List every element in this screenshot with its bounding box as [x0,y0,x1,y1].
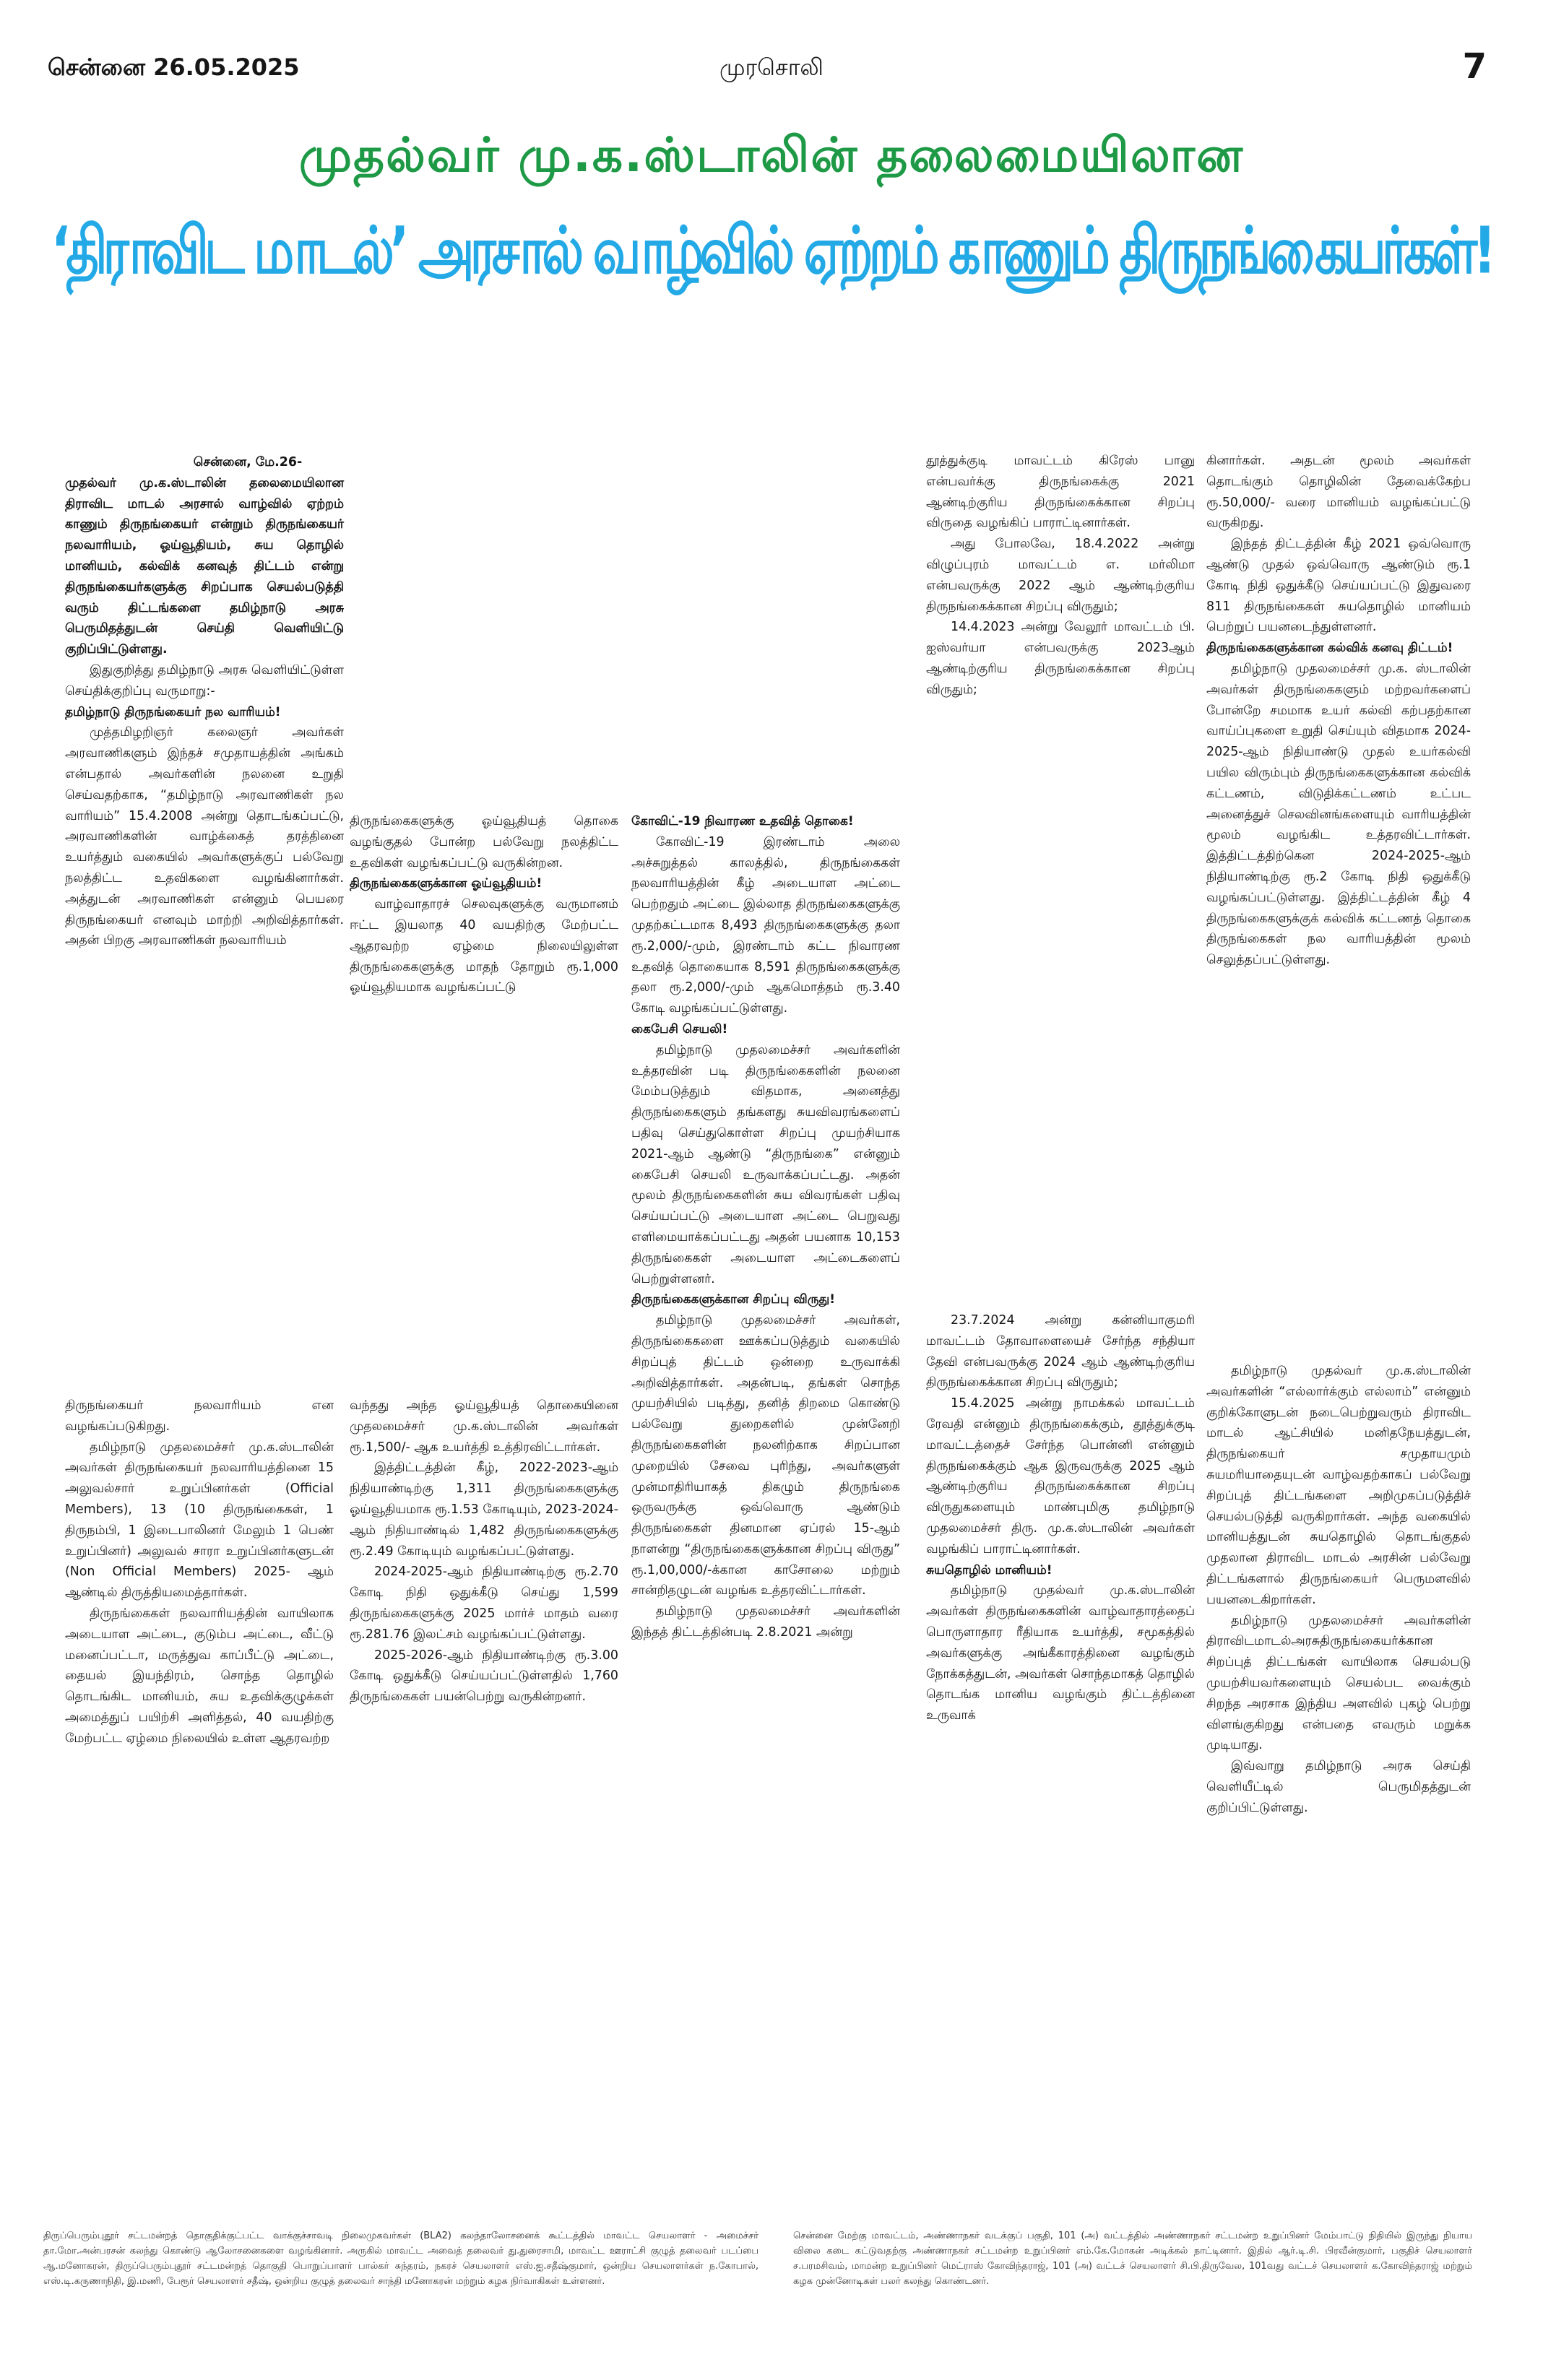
newspaper-name: முரசொலி [719,53,824,81]
article-column-2 [350,811,618,998]
article-lower-column-4 [926,1310,1195,1726]
main-headline: ‘திராவிட மாடல்’ அரசால் வாழ்வில் ஏற்றம் காணும் திருநங்கையர்கள்! [51,212,1492,289]
paragraph: இந்தத் திட்டத்தின் கீழ் 2021 ஒவ்வொரு ஆண்டு முதல் ஒவ்வொரு ஆண்டும் ரூ.1 கோடி நிதி ஒதுக்கீடு செய்யப்பட்டு இதுவரை 811 திருநங்கைகள் சுயதொழில் மானியம் பெற்றுப் பயனடைந்துள்ளனர். [1206,537,1471,635]
lead-paragraph: முதல்வர் மு.க.ஸ்டாலின் தலைமையிலான திராவிட மாடல் அரசால் வாழ்வில் ஏற்றம் காணும் திருநங்கையர் என்றும் திருநங்கையர் நலவாரியம், ஓய்வூதியம், சுய தொழில் மானியம், கல்விக் கனவுத் திட்டம் என்று திருநங்கையர்களுக்கு சிறப்பாக செயல்படுத்தி வரும் திட்டங்களை தமிழ்நாடு அரசு பெருமிதத்துடன் செய்தி வெளியிட்டு குறிப்பிட்டுள்ளது. [65,475,344,657]
subheading-covid-relief: கோவிட்-19 நிவாரண உதவித் தொகை! [631,814,854,828]
footer-note-left: திருப்பெரும்புதூர் சட்டமன்றத் தொகுதிக்குட்பட்ட வாக்குச்சாவடி நிலைமுகவர்கள் (BLA2) கலந்தாலோசனைக் கூட்டத்தில் மாவட்ட செயலாளர் - அமைச்சர் தா.மோ.அன்பரசன் கலந்து கொண்டு ஆலோசனைகளை வழங்கினார். அருகில் மாவட்ட அவைத் தலைவர் து.துரைசாமி, மாவட்ட ஊராட்சி குழுத் தலைவர் படப்பை ஆ.மனோகரன், திருப்பெரும்புதூர் சட்டமன்றத் தொகுதி பொறுப்பாளர் பால்கர் சுந்தரம், நகரச் செயலாளர் எஸ்.ஐ.சதீஷ்குமார், ஒன்றிய செயலாளர்கள் ந.கோபால், எஸ்.டி.கருணாநிதி, இ.மணி, பேரூர் செயலாளர் சதீஷ், ஒன்றிய குழுத் தலைவர் சாந்தி மனோகரன் மற்றும் கழக நிர்வாகிகள் உள்ளனர். [43,2230,758,2287]
article-column-4 [926,451,1195,701]
subheading-mobile-app: கைபேசி செயலி! [631,1021,728,1037]
paragraph: 14.4.2023 அன்று வேலூர் மாவட்டம் பி. ஐஸ்வர்யா என்பவருக்கு 2023ஆம் ஆண்டிற்குரிய திருநங்கைக்கான சிறப்பு விருதும்; [926,620,1195,697]
paragraph: தமிழ்நாடு முதலமைச்சர் அவர்கள், திருநங்கைகளை ஊக்கப்படுத்தும் வகையில் சிறப்புத் திட்டம் ஒன்றை உருவாக்கி அறிவித்தார்கள். அதன்படி, தங்கள் சொந்த முயற்சியில் படித்து, தனித் திறமை கொண்டு பல்வேறு துறைகளில் முன்னேறி திருநங்கைகளின் நலனிற்காக சிறப்பான முறையில் சேவை புரிந்து, அவர்களுள் முன்மாதிரியாகத் திகழும் திருநங்கை ஒருவருக்கு ஒவ்வொரு ஆண்டும் திருநங்கைகள் தினமான ஏப்ரல் 15-ஆம் நாளன்று “திருநங்கைகளுக்கான சிறப்பு விருது” ரூ.1,00,000/-க்கான காசோலை மற்றும் சான்றிதழுடன் வழங்க உத்தரவிட்டார்கள். [631,1313,900,1598]
article-column-1 [65,452,344,951]
dateline: சென்னை, மே.26- [193,455,303,469]
paragraph: 15.4.2025 அன்று நாமக்கல் மாவட்டம் ரேவதி என்னும் திருநங்கைக்கும், தூத்துக்குடி மாவட்டத்தைச் சேர்ந்த பொன்னி என்னும் திருநங்கைக்கும் ஆக இருவருக்கு 2025 ஆம் ஆண்டிற்குரிய திருநங்கைக்கான சிறப்பு விருதுகளையும் மாண்புமிகு தமிழ்நாடு முதலமைச்சர் திரு. மு.க.ஸ்டாலின் அவர்கள் வழங்கிப் பாராட்டினார்கள். [926,1396,1195,1557]
paragraph: தமிழ்நாடு முதலமைச்சர் அவர்களின் இந்தத் திட்டத்தின்படி 2.8.2021 அன்று [631,1604,900,1640]
paragraph: முத்தமிழறிஞர் கலைஞர் அவர்கள் அரவாணிகளும் இந்தச் சமுதாயத்தின் அங்கம் என்பதால் அவர்களின் நலனை உறுதி செய்வதற்காக, “தமிழ்நாடு அரவாணிகள் நல வாரியம்” 15.4.2008 அன்று தொடங்கப்பட்டு, அரவாணிகளின் வாழ்க்கைத் தரத்தினை உயர்த்தும் வகையில் அவர்களுக்குப் பல்வேறு நலத்திட்ட உதவிகளை வழங்கினார்கள். அத்துடன் அரவாணிகள் என்னும் பெயரை திருநங்கையர் எனவும் மாற்றி அறிவித்தார்கள். அதன் பிறகு அரவாணிகள் நலவாரியம் [65,725,344,948]
paragraph: இத்திட்டத்தின் கீழ், 2022-2023-ஆம் நிதியாண்டிற்கு 1,311 திருநங்கைகளுக்கு ஓய்வூதியமாக ரூ.1.53 கோடியும், 2023-2024-ஆம் நிதியாண்டில் 1,482 திருநங்கைகளுக்கு ரூ.2.49 கோடியும் வழங்கப்பட்டுள்ளது. [350,1461,618,1559]
paragraph: திருநங்கைகள் நலவாரியத்தின் வாயிலாக அடையாள அட்டை, குடும்ப அட்டை, வீட்டு மனைப்பட்டா, மருத்துவ காப்பீட்டு அட்டை, தையல் இயந்திரம், சொந்த தொழில் தொடங்கிட மானியம், சுய உதவிக்குழுக்கள் அமைத்துப் பயிற்சி அளித்தல், 40 வயதிற்கு மேற்பட்ட ஏழ்மை நிலையில் உள்ள ஆதரவற்ற [65,1606,334,1746]
paragraph: கோவிட்-19 இரண்டாம் அலை அச்சுறுத்தல் காலத்தில், திருநங்கைகள் நலவாரியத்தின் கீழ் அடையாள அட்டை பெற்றதும் அட்டை இல்லாத திருநங்கைகளுக்கு முதற்கட்டமாக 8,493 திருநங்கைகளுக்கு தலா ரூ.2,000/-மும், இரண்டாம் கட்ட நிவாரண உதவித் தொகையாக 8,591 திருநங்கைகளுக்கு தலா ரூ.2,000/-மும் ஆகமொத்தம் ரூ.3.40 கோடி வழங்கப்பட்டுள்ளது. [631,834,900,1016]
footer-note-right: சென்னை மேற்கு மாவட்டம், அண்ணாநகர் வடக்குப் பகுதி, 101 (அ) வட்டத்தில் அண்ணாநகர் சட்டமன்ற உறுப்பினர் மேம்பாட்டு நிதியில் இருந்து நியாய விலை கடை கட்டுவதற்கு அண்ணாநகர் சட்டமன்ற உறுப்பினர் எம்.கே.மோகன் அடிக்கல் நாட்டினார். இதில் ஆர்.டி.சி. பிரவீன்குமார், பகுதிச் செயலாளர் ச.பரமசிவம், மாமன்ற உறுப்பினர் மெட்ராஸ் கோவிந்தராஜ், 101 (அ) வட்டச் செயலாளர் சி.பி.திருவேல, 101வது வட்டச் செயலாளர் க.கோவிந்தராஜ் மற்றும் கழக முன்னோடிகள் பலர் கலந்து கொண்டனர். [793,2230,1472,2287]
paragraph: தமிழ்நாடு முதலமைச்சர் அவர்களின் உத்தரவின் படி திருநங்கைகளின் நலனை மேம்படுத்தும் விதமாக, அனைத்து திருநங்கைகளும் தங்களது சுயவிவரங்களைப் பதிவு செய்துகொள்ள சிறப்பு முயற்சியாக 2021-ஆம் ஆண்டு “திருநங்கை” என்னும் கைபேசி செயலி உருவாக்கப்பட்டது. அதன் மூலம் திருநங்கைகளின் சுய விவரங்கள் பதிவு செய்யப்பட்டு அடையாள அட்டை பெறுவது எளிமையாக்கப்பட்டது அதன் பயனாக 10,153 திருநங்கைகள் அடையாள அட்டைகளைப் பெற்றுள்ளனர். [631,1042,900,1286]
paragraph: 2024-2025-ஆம் நிதியாண்டிற்கு ரூ.2.70 கோடி நிதி ஒதுக்கீடு செய்து 1,599 திருநங்கைகளுக்கு 2025 மார்ச் மாதம் வரை ரூ.281.76 இலட்சம் வழங்கப்பட்டுள்ளது. [350,1565,618,1642]
page-number: 7 [1462,46,1487,87]
article-column-5 [1206,451,1471,971]
paragraph: கினார்கள். அதடன் மூலம் அவர்கள் தொடங்கும் தொழிலின் தேவைக்கேற்ப ரூ.50,000/- வரை மானியம் வழங்கப்பட்டு வருகிறது. [1206,454,1471,531]
paragraph: இவ்வாறு தமிழ்நாடு அரசு செய்தி வெளியீட்டில் பெருமிதத்துடன் குறிப்பிட்டுள்ளது. [1206,1759,1471,1815]
paragraph: தமிழ்நாடு முதலமைச்சர் அவர்களின் திராவிடமாடல்அரசுதிருநங்கையர்க்கான சிறப்புத் திட்டங்கள் வாயிலாக செயல்படு முயற்சியவர்களையும் செயல்பட வைக்கும் சிறந்த அரசாக இந்திய அளவில் புகழ் பெற்று விளங்குகிறது என்பதை எவரும் மறுக்க முடியாது. [1206,1613,1471,1753]
article-lower-column-5 [1206,1361,1471,1819]
article-lower-column-1 [65,1395,334,1749]
paragraph: தமிழ்நாடு முதலமைச்சர் மு.க.ஸ்டாலின் அவர்கள் திருநங்கையர் நலவாரியத்தினை 15 அலுவல்சார் உறுப்பினர்கள் (Official Members), 13 (10 திருநங்கைகள், 1 திருநம்பி, 1 இடைபாலினர் மேலும் 1 பெண் உறுப்பினர்) அலுவல் சாரா உறுப்பினர்களுடன் (Non Official Members) 2025- ஆம் ஆண்டில் திருத்தியமைத்தார்கள். [65,1440,334,1601]
subheading-welfare-board: தமிழ்நாடு திருநங்கையர் நல வாரியம்! [65,704,281,719]
paragraph: வாழ்வாதாரச் செலவுகளுக்கு வருமானம் ஈட்ட இயலாத 40 வயதிற்கு மேற்பட்ட ஆதரவற்ற ஏழ்மை நிலையிலுள்ள திருநங்கைகளுக்கு மாதந் தோறும் ரூ.1,000 ஓய்வூதியமாக வழங்கப்பட்டு [350,897,618,995]
paragraph: வந்தது அந்த ஓய்வூதியத் தொகையினை முதலமைச்சர் மு.க.ஸ்டாலின் அவர்கள் ரூ.1,500/- ஆக உயர்த்தி உத்திரவிட்டார்கள். [350,1398,618,1455]
paragraph: தமிழ்நாடு முதல்வர் மு.க.ஸ்டாலின் அவர்கள் திருநங்கைகளின் வாழ்வாதாரத்தைப் பொருளாதார ரீதியாக உயர்த்தி, சமூகத்தில் அவர்களுக்கு அங்கீகாரத்தினை வழங்கும் நோக்கத்துடன், அவர்கள் சொந்தமாகத் தொழில் தொடங்க மானிய வழங்கும் திட்டத்தினை உருவாக் [926,1583,1195,1723]
subheading-self-employment: சுயதொழில் மானியம்! [926,1562,1053,1578]
headline-kicker: முதல்வர் மு.க.ஸ்டாலின் தலைமையிலான [298,127,1245,183]
subheading-education-dream: திருநங்கைகளுக்கான கல்விக் கனவு திட்டம்! [1206,641,1453,656]
article-lower-column-2 [350,1395,618,1708]
edition-date: சென்னை 26.05.2025 [48,53,300,81]
paragraph: தமிழ்நாடு முதல்வர் மு.க.ஸ்டாலின் அவர்களின் “எல்லார்க்கும் எல்லாம்” என்னும் குறிக்கோளுடன் நடைபெற்றுவரும் திராவிட மாடல் ஆட்சியில் மனிதநேயத்துடன், திருநங்கையர் சமுதாயமும் சுயமரியாதையுடன் வாழ்வதற்காகப் பல்வேறு சிறப்புத் திட்டங்களை அறிமுகப்படுத்திச் செயல்படுத்தி வருகிறார்கள். அந்த வகையில் மானியத்துடன் சுயதொழில் தொடங்குதல் முதலான திராவிட மாடல் அரசின் பல்வேறு திட்டங்களால் திருநங்கையர் பெருமளவில் பயனடைகிறார்கள். [1206,1364,1471,1607]
paragraph: திருநங்கைகளுக்கு ஓய்வூதியத் தொகை வழங்குதல் போன்ற பல்வேறு நலத்திட்ட உதவிகள் வழங்கப்பட்டு வருகின்றன. [350,814,618,870]
paragraph: தமிழ்நாடு முதலமைச்சர் மு.க. ஸ்டாலின் அவர்கள் திருநங்கைகளும் மற்றவர்களைப் போன்றே சமமாக உயர் கல்வி கற்பதற்கான வாய்ப்புகளை உறுதி செய்யும் விதமாக 2024-2025-ஆம் நிதியாண்டு முதல் உயர்கல்வி பயில விரும்பும் திருநங்கைகளுக்கான கல்விக் கட்டணம், விடுதிக்கட்டணம் உட்பட அனைத்துச் செலவினங்களையும் வாரியத்தின் மூலம் வழங்கிட உத்தரவிட்டார்கள். இத்திட்டத்திற்கென 2024-2025-ஆம் நிதியாண்டிற்கு ரூ.2 கோடி நிதி ஒதுக்கீடு வழங்கப்பட்டுள்ளது. இத்திட்டத்தின் கீழ் 4 திருநங்கைகளுக்குக் கல்விக் கட்டணத் தொகை திருநங்கைகள் நல வாரியத்தின் மூலம் செலுத்தப்பட்டுள்ளது. [1206,661,1471,968]
paragraph: 2025-2026-ஆம் நிதியாண்டிற்கு ரூ.3.00 கோடி ஒதுக்கீடு செய்யப்பட்டுள்ளதில் 1,760 திருநங்கைகள் பயன்பெற்று வருகின்றனர். [350,1648,618,1705]
subheading-special-award: திருநங்கைகளுக்கான சிறப்பு விருது! [631,1292,835,1307]
paragraph: இதுகுறித்து தமிழ்நாடு அரசு வெளியிட்டுள்ள செய்திக்குறிப்பு வருமாறு:- [65,662,344,698]
paragraph: திருநங்கையர் நலவாரியம் என வழங்கப்படுகிறது. [65,1398,334,1434]
paragraph: 23.7.2024 அன்று கன்னியாகுமரி மாவட்டம் தோவாளையைச் சேர்ந்த சந்தியா தேவி என்பவருக்கு 2024 ஆம் ஆண்டிற்குரிய திருநங்கைக்கான சிறப்பு விருதும்; [926,1313,1195,1390]
subheading-pension: திருநங்கைகளுக்கான ஓய்வூதியம்! [350,876,543,891]
article-column-3 [631,811,900,1643]
paragraph: தூத்துக்குடி மாவட்டம் கிரேஸ் பானு என்பவர்க்கு திருநங்கைக்கு 2021 ஆண்டிற்குரிய திருநங்கைக்கான சிறப்பு விருதை வழங்கிப் பாராட்டினார்கள். [926,454,1195,531]
paragraph: அது போலவே, 18.4.2022 அன்று விழுப்புரம் மாவட்டம் எ. மர்லிமா என்பவருக்கு 2022 ஆம் ஆண்டிற்குரிய திருநங்கைக்கான சிறப்பு விருதும்; [926,537,1195,614]
